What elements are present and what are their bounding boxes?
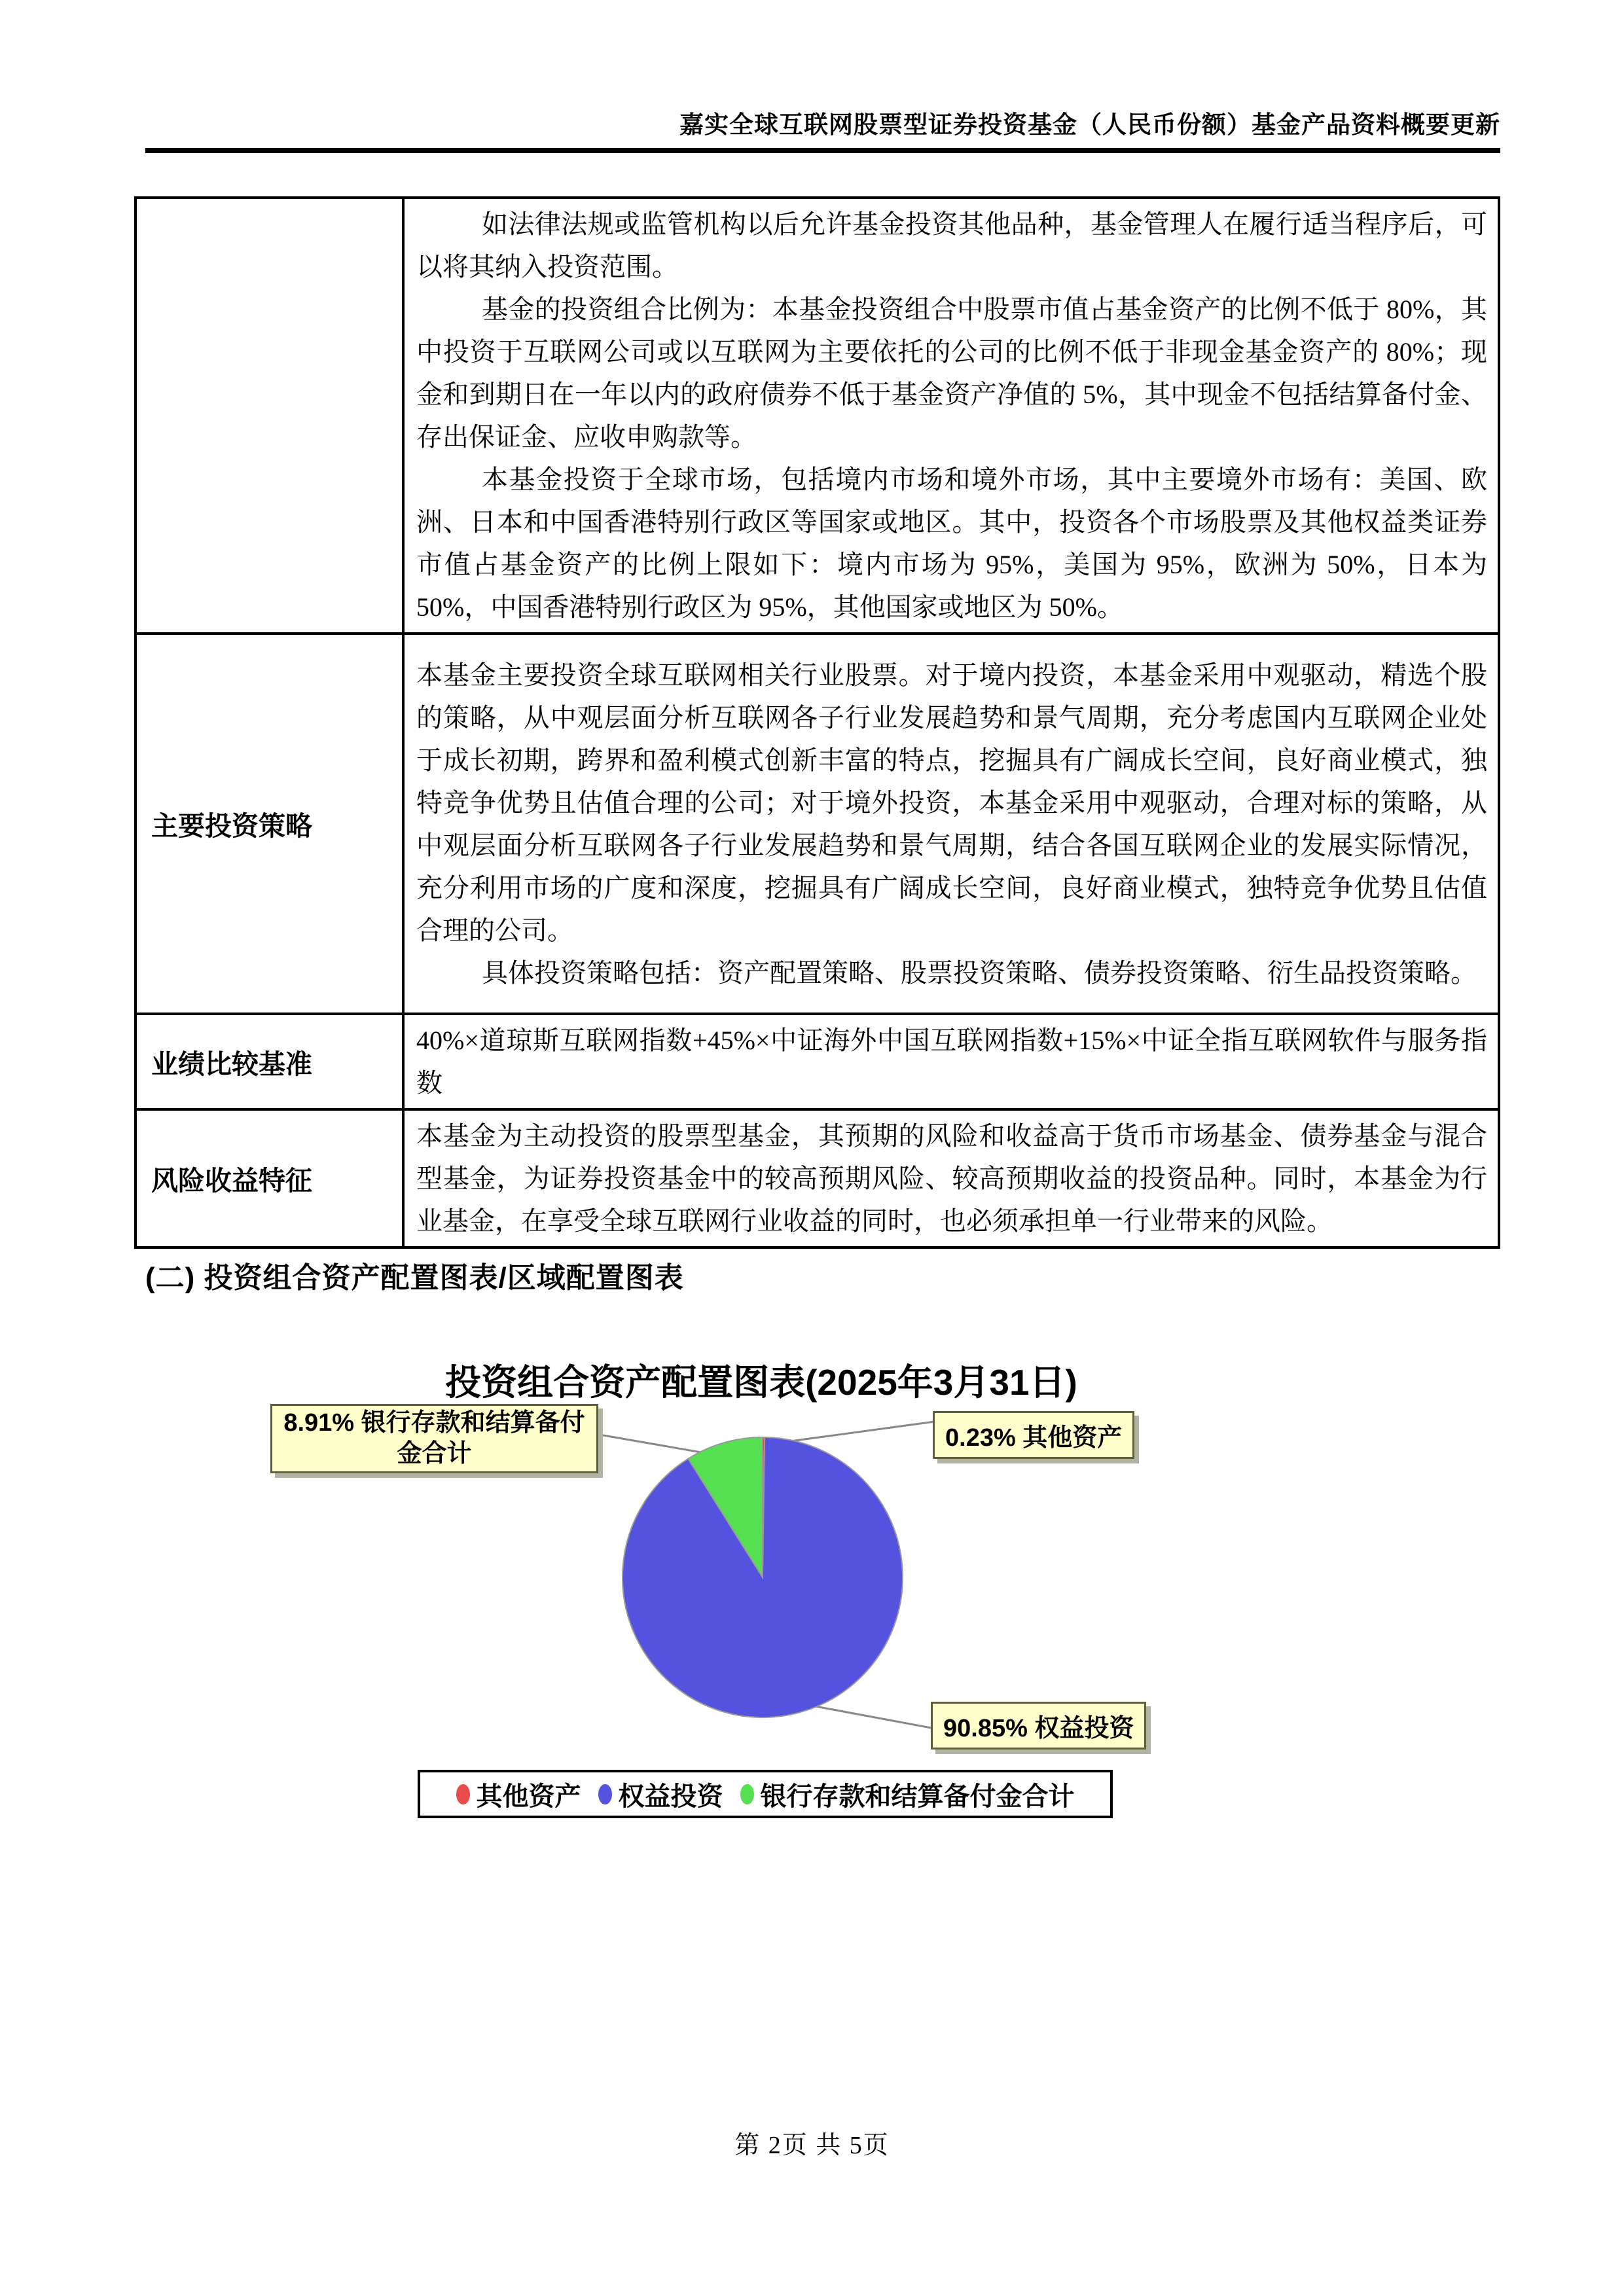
paragraph: 基金的投资组合比例为：本基金投资组合中股票市值占基金资产的比例不低于 80%，其中投资于互联网公司或以互联网为主要依托的公司的比例不低于非现金基金资产的 80%；现金和到期日在一年以内的政府债券不低于基金资产净值的 5%，其中现金不包括结算备付金、存出保证金、应收申购款等。 bbox=[416, 295, 1487, 452]
row-label bbox=[135, 198, 403, 634]
legend-item-bank bbox=[740, 1776, 1075, 1813]
legend-label: 权益投资 bbox=[618, 1782, 723, 1811]
legend-dot-green-icon bbox=[740, 1784, 754, 1804]
section-heading: (二) 投资组合资产配置图表/区域配置图表 bbox=[145, 1262, 684, 1294]
legend-dot-red-icon bbox=[456, 1784, 470, 1804]
pie-chart-title: 投资组合资产配置图表(2025年3月31日) bbox=[445, 1362, 1077, 1403]
pie bbox=[623, 1437, 903, 1717]
chart-legend bbox=[418, 1770, 1113, 1818]
table-row-risk-return bbox=[135, 1109, 1499, 1247]
row-label: 风险收益特征 bbox=[135, 1109, 403, 1247]
paragraph: 本基金为主动投资的股票型基金，其预期的风险和收益高于货币市场基金、债券基金与混合型基金，为证券投资基金中的较高预期风险、较高预期收益的投资品种。同时，本基金为行业基金，在享受全球互联网行业收益的同时，也必须承担单一行业带来的风险。 bbox=[416, 1121, 1487, 1236]
callout-bank-deposits: 8.91% 银行存款和结算备付金合计 bbox=[270, 1404, 598, 1473]
row-content bbox=[403, 1109, 1499, 1247]
row-content bbox=[403, 198, 1499, 634]
page-number: 第 2页 共 5页 bbox=[734, 2132, 890, 2159]
callout-equity-investment: 90.85% 权益投资 bbox=[931, 1702, 1146, 1749]
paragraph: 具体投资策略包括：资产配置策略、股票投资策略、债券投资策略、衍生品投资策略。 bbox=[482, 958, 1477, 988]
table-row-investment-scope-continued bbox=[135, 198, 1499, 634]
document-header-title: 嘉实全球互联网股票型证券投资基金（人民币份额）基金产品资料概要更新 bbox=[679, 112, 1500, 139]
header-rule bbox=[145, 148, 1500, 153]
table-row-benchmark bbox=[135, 1014, 1499, 1109]
paragraph: 40%×道琼斯互联网指数+45%×中证海外中国互联网指数+15%×中证全指互联网软件与服务指数 bbox=[416, 1026, 1487, 1098]
paragraph: 本基金主要投资全球互联网相关行业股票。对于境内投资，本基金采用中观驱动，精选个股的策略，从中观层面分析互联网各子行业发展趋势和景气周期，充分考虑国内互联网企业处于成长初期，跨界和盈利模式创新丰富的特点，挖掘具有广阔成长空间，良好商业模式，独特竞争优势且估值合理的公司；对于境外投资，本基金采用中观驱动，合理对标的策略，从中观层面分析互联网各子行业发展趋势和景气周期，结合各国互联网企业的发展实际情况，充分利用市场的广度和深度，挖掘具有广阔成长空间，良好商业模式，独特竞争优势且估值合理的公司。 bbox=[416, 660, 1487, 945]
row-content bbox=[403, 1014, 1499, 1109]
legend-label: 银行存款和结算备付金合计 bbox=[760, 1782, 1075, 1811]
legend-dot-blue-icon bbox=[598, 1784, 612, 1804]
callout-line-other bbox=[776, 1422, 935, 1443]
callout-line-equity bbox=[812, 1706, 935, 1729]
legend-item-equity bbox=[598, 1776, 723, 1813]
paragraph: 本基金投资于全球市场，包括境内市场和境外市场，其中主要境外市场有：美国、欧洲、日本和中国香港特别行政区等国家或地区。其中，投资各个市场股票及其他权益类证券市值占基金资产的比例上限如下：境内市场为 95%，美国为 95%，欧洲为 50%，日本为 50%，中国香港特别行政区为 95%，其他国家或地区为 50%。 bbox=[416, 465, 1487, 622]
fund-info-table bbox=[134, 196, 1500, 1249]
paragraph: 如法律法规或监管机构以后允许基金投资其他品种，基金管理人在履行适当程序后，可以将其纳入投资范围。 bbox=[416, 209, 1487, 281]
row-label: 业绩比较基准 bbox=[135, 1014, 403, 1109]
callout-other-assets: 0.23% 其他资产 bbox=[933, 1411, 1134, 1459]
row-content bbox=[403, 634, 1499, 1014]
legend-item-other bbox=[456, 1776, 581, 1813]
legend-label: 其他资产 bbox=[476, 1782, 581, 1811]
row-label: 主要投资策略 bbox=[135, 634, 403, 1014]
table-row-main-strategy bbox=[135, 634, 1499, 1014]
